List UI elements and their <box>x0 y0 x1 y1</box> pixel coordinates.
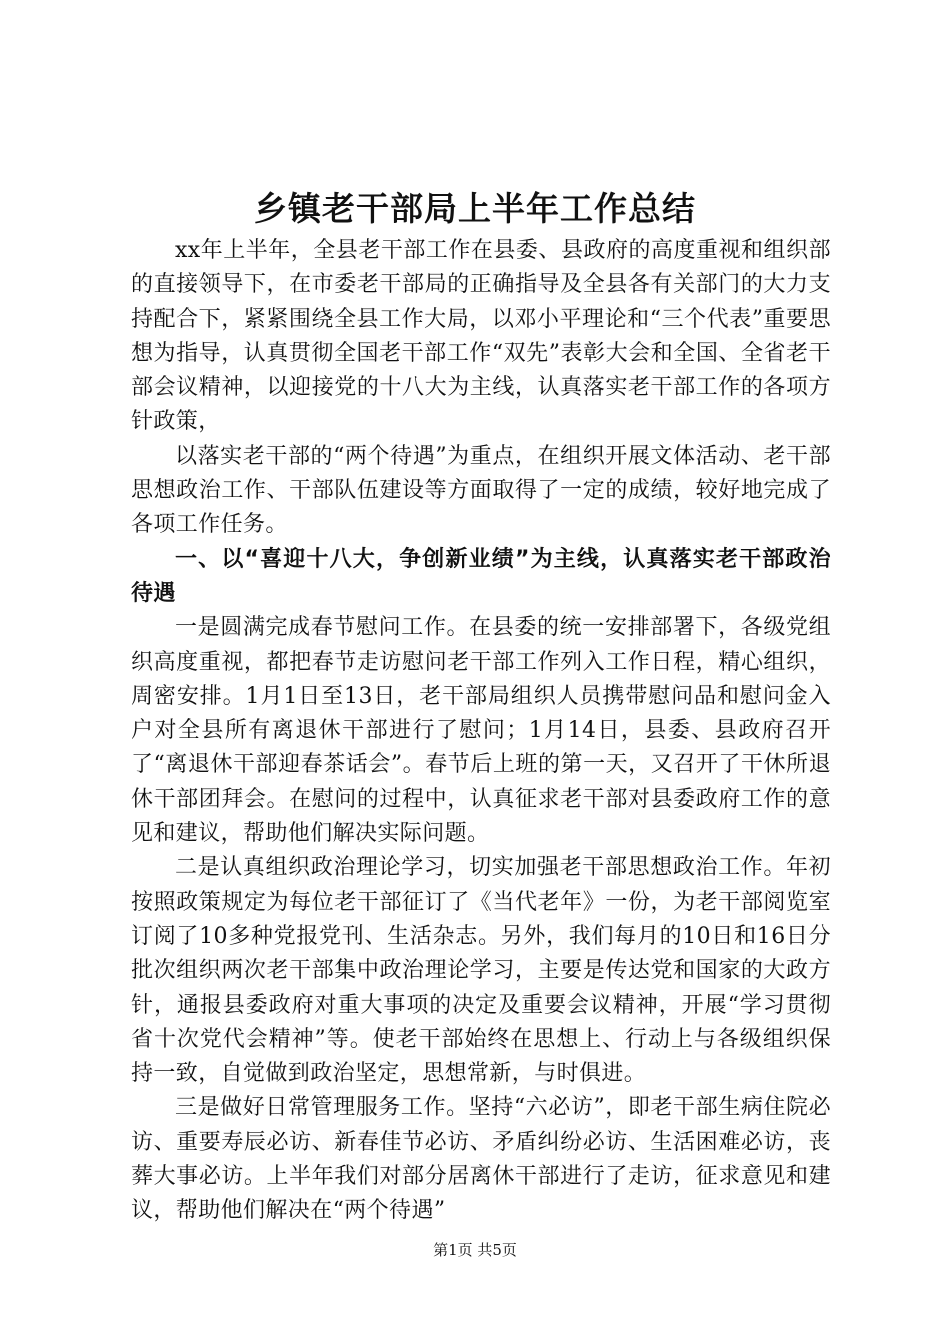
section-paragraph-1: 一是圆满完成春节慰问工作。在县委的统一安排部署下，各级党组织高度重视，都把春节走访慰问老干部工作列入工作日程，精心组织，周密安排。1月1日至13日，老干部局组织人员携带慰问品和慰问金入户对全县所有离退休干部进行了慰问；1月14日，县委、县政府召开了“离退休干部迎春茶话会”。春节后上班的第一天，又召开了干休所退休干部团拜会。在慰问的过程中，认真征求老干部对县委政府工作的意见和建议，帮助他们解决实际问题。 <box>131 615 831 847</box>
section-heading: 一、以“喜迎十八大，争创新业绩”为主线，认真落实老干部政治待遇 <box>131 546 831 606</box>
page-footer: 第1页 共5页 <box>433 1241 517 1259</box>
document-title: 乡镇老干部局上半年工作总结 <box>254 189 696 228</box>
intro-paragraph-1: xx年上半年，全县老干部工作在县委、县政府的高度重视和组织部的直接领导下，在市委老干部局的正确指导及全县各有关部门的大力支持配合下，紧紧围绕全县工作大局，以邓小平理论和“三个代表”重要思想为指导，认真贯彻全国老干部工作“双先”表彰大会和全国、全省老干部会议精神，以迎接党的十八大为主线，认真落实老干部工作的各项方针政策， <box>131 238 831 435</box>
section-paragraph-3: 三是做好日常管理服务工作。坚持“六必访”，即老干部生病住院必访、重要寿辰必访、新春佳节必访、矛盾纠纷必访、生活困难必访，丧葬大事必访。上半年我们对部分居离休干部进行了走访，征求意见和建议，帮助他们解决在“两个待遇” <box>131 1095 831 1224</box>
document-body <box>131 234 831 1229</box>
section-paragraph-2: 二是认真组织政治理论学习，切实加强老干部思想政治工作。年初按照政策规定为每位老干部征订了《当代老年》一份，为老干部阅览室订阅了10多种党报党刊、生活杂志。另外，我们每月的10日和16日分批次组织两次老干部集中政治理论学习，主要是传达党和国家的大政方针，通报县委政府对重大事项的决定及重要会议精神，开展“学习贯彻省十次党代会精神”等。使老干部始终在思想上、行动上与各级组织保持一致，自觉做到政治坚定，思想常新，与时俱进。 <box>131 855 831 1087</box>
intro-paragraph-2: 以落实老干部的“两个待遇”为重点，在组织开展文体活动、老干部思想政治工作、干部队伍建设等方面取得了一定的成绩，较好地完成了各项工作任务。 <box>131 443 831 538</box>
